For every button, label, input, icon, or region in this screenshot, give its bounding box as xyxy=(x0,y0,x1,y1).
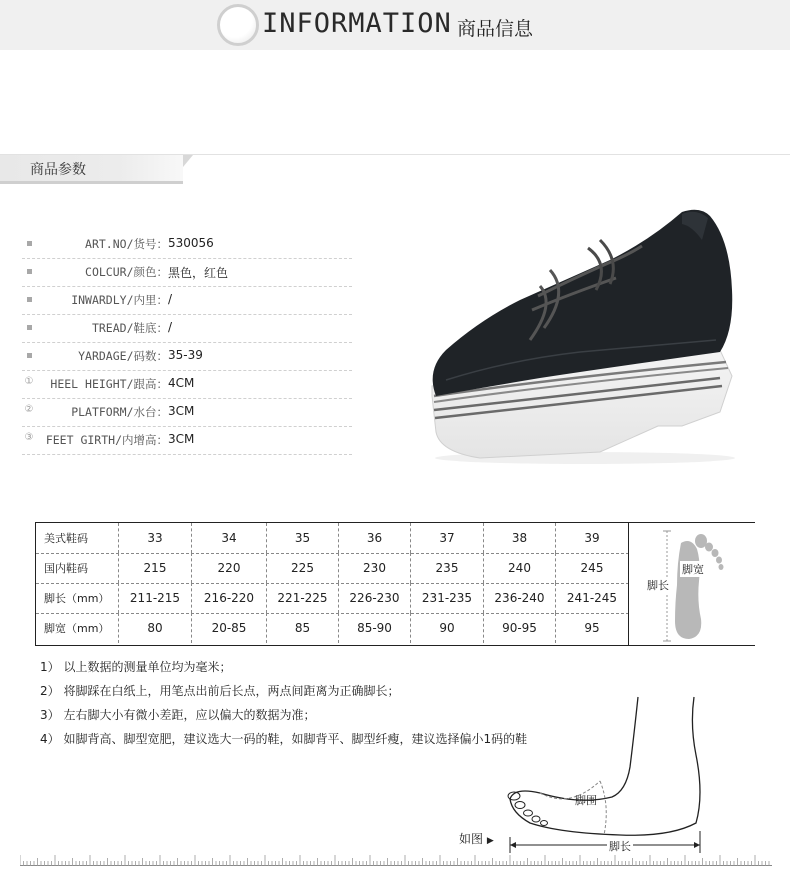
param-value: 4CM xyxy=(168,376,195,390)
table-cell: 231-235 xyxy=(410,583,483,613)
param-row-feet-girth xyxy=(22,426,352,455)
param-value: 35-39 xyxy=(168,348,203,362)
param-label: COLCUR/颜色： xyxy=(85,265,168,279)
param-value: / xyxy=(168,292,173,306)
table-cell: 35 xyxy=(266,523,338,553)
row-header: 脚长（mm） xyxy=(44,592,110,605)
param-row-heel-height xyxy=(22,370,352,399)
table-cell: 39 xyxy=(555,523,628,553)
param-label: TREAD/鞋底： xyxy=(91,321,168,335)
as-shown-caption xyxy=(459,830,494,847)
circled-number-marker: ② xyxy=(24,404,34,415)
row-header: 脚宽（mm） xyxy=(44,622,110,635)
bullet-square-icon xyxy=(22,236,36,246)
table-cell: 215 xyxy=(118,553,191,583)
table-cell: 235 xyxy=(410,553,483,583)
section-tab-label: 商品参数 xyxy=(30,162,86,178)
param-label: YARDAGE/码数： xyxy=(78,349,168,363)
param-row-color xyxy=(22,258,352,287)
param-label: INWARDLY/内里： xyxy=(71,293,168,307)
table-cell: 80 xyxy=(118,613,191,643)
foot-measure-cell xyxy=(628,523,755,645)
table-cell: 85-90 xyxy=(338,613,410,643)
table-cell: 85 xyxy=(266,613,338,643)
table-cell: 20-85 xyxy=(191,613,266,643)
param-row-art-no xyxy=(22,230,352,259)
param-row-platform xyxy=(22,398,352,427)
product-shoe-image xyxy=(420,200,750,470)
param-label: HEEL HEIGHT/跟高： xyxy=(50,377,168,391)
table-cell: 225 xyxy=(266,553,338,583)
note-line-2: 2） 将脚踩在白纸上，用笔点出前后长点，两点间距离为正确脚长； xyxy=(40,684,400,698)
row-header: 美式鞋码 xyxy=(44,532,88,545)
table-cell: 240 xyxy=(483,553,555,583)
table-cell: 230 xyxy=(338,553,410,583)
table-cell: 221-225 xyxy=(266,583,338,613)
table-cell: 216-220 xyxy=(191,583,266,613)
param-value: 3CM xyxy=(168,432,195,446)
table-cell: 90 xyxy=(410,613,483,643)
param-row-tread xyxy=(22,314,352,343)
bullet-square-icon xyxy=(22,320,36,330)
param-value: 3CM xyxy=(168,404,195,418)
foot-length-diagram-label: 脚长 xyxy=(609,840,631,853)
bullet-square-icon xyxy=(22,292,36,302)
play-triangle-icon: ▶ xyxy=(486,836,494,846)
param-label: FEET GIRTH/内增高： xyxy=(45,433,168,447)
table-cell: 226-230 xyxy=(338,583,410,613)
table-cell: 236-240 xyxy=(483,583,555,613)
table-cell: 220 xyxy=(191,553,266,583)
table-cell: 95 xyxy=(555,613,628,643)
circled-number-marker: ③ xyxy=(24,432,34,443)
table-cell: 90-95 xyxy=(483,613,555,643)
param-value: / xyxy=(168,320,173,334)
param-label: PLATFORM/水台： xyxy=(71,405,168,419)
section-tab xyxy=(0,155,183,181)
header-title-cn: 商品信息 xyxy=(457,18,534,40)
foot-length-label: 脚长 xyxy=(647,579,669,592)
table-cell: 34 xyxy=(191,523,266,553)
bullet-square-icon xyxy=(22,348,36,358)
note-line-1: 1） 以上数据的测量单位均为毫米； xyxy=(40,660,232,674)
foot-width-label: 脚宽 xyxy=(682,563,704,576)
size-table xyxy=(35,522,755,646)
table-cell: 211-215 xyxy=(118,583,191,613)
circled-number-marker: ① xyxy=(24,376,34,387)
table-cell: 245 xyxy=(555,553,628,583)
note-line-3: 3） 左右脚大小有微小差距，应以偏大的数据为准； xyxy=(40,708,316,722)
header-circle-ornament xyxy=(217,4,259,46)
bullet-square-icon xyxy=(22,264,36,274)
foot-girth-label: 脚围 xyxy=(575,794,597,807)
note-line-4: 4） 如脚背高、脚型宽肥，建议选大一码的鞋，如脚背平、脚型纤瘦，建议选择偏小1码的鞋 xyxy=(40,732,528,746)
param-value: 530056 xyxy=(168,236,214,250)
table-cell: 36 xyxy=(338,523,410,553)
measuring-ruler xyxy=(20,854,772,866)
param-value: 黑色，红色 xyxy=(168,266,229,280)
table-cell: 38 xyxy=(483,523,555,553)
section-tab-corner xyxy=(183,155,193,167)
as-shown-label: 如图 xyxy=(459,832,484,846)
header-title-en: INFORMATION xyxy=(262,8,452,39)
param-label: ART.NO/货号： xyxy=(85,237,168,251)
row-header: 国内鞋码 xyxy=(44,562,88,575)
table-cell: 241-245 xyxy=(555,583,628,613)
param-row-yardage xyxy=(22,342,352,371)
foot-measure-diagram xyxy=(500,695,712,857)
section-tab-shadow xyxy=(0,181,183,184)
param-row-lining xyxy=(22,286,352,315)
table-cell: 33 xyxy=(118,523,191,553)
table-cell: 37 xyxy=(410,523,483,553)
